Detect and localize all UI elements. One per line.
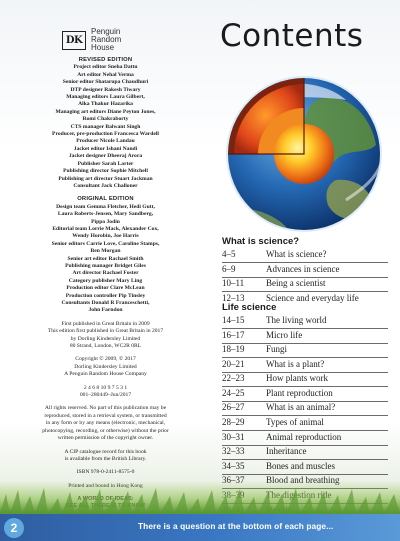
page-range: 6–9 [222, 263, 236, 274]
page-range: 24–25 [222, 387, 245, 398]
section-what-is-science [222, 236, 392, 305]
colophon-line: Jacket editor Ishani Nandi [73, 145, 138, 152]
grass-illustration [0, 480, 400, 514]
contents-entry [222, 461, 392, 473]
page-number-badge: 2 [4, 518, 24, 538]
colophon-line: Art director Rachael Foster [72, 270, 139, 277]
cip-notice [8, 449, 203, 464]
publisher-name-line: Random [91, 35, 122, 44]
publisher-name-line: Penguin [91, 27, 121, 36]
colophon-line: Editorial team Lorrie Mack, Alexander Cox, [52, 225, 159, 232]
contents-entry [222, 373, 392, 385]
revised-credits [8, 64, 203, 190]
page-range: 32–33 [222, 446, 245, 457]
publisher-name [91, 28, 121, 52]
contents-entry [222, 249, 392, 261]
page-range: 30–31 [222, 431, 245, 442]
entry-title: Micro life [266, 329, 303, 340]
isbn: ISBN 978-0-2411-8575-0 [76, 469, 135, 476]
colophon-line: Managing editors Laura Gilbert, [66, 94, 145, 101]
contents-entry [222, 388, 392, 400]
contents-entry [222, 446, 392, 458]
page-range: 28–29 [222, 417, 245, 428]
colophon-line: 80 Strand, London, WC2R 0RL [69, 343, 142, 350]
contents-entry [222, 264, 392, 276]
colophon-line: Publishing manager Bridget Giles [65, 262, 146, 269]
footer-bar [0, 514, 400, 541]
page-range: 16–17 [222, 329, 245, 340]
footer-note: There is a question at the bottom of each page... [138, 521, 334, 531]
colophon-line: Senior editor Shatarupa Chaudhuri [62, 79, 149, 86]
colophon-line: photocopying, recording, or otherwise) without the prior [42, 427, 169, 434]
revised-edition-heading: REVISED EDITION [78, 57, 133, 63]
contents-entry [222, 344, 392, 356]
colophon-line: DTP designer Rakesh Tiwary [70, 86, 141, 93]
entry-title: What is an animal? [266, 402, 336, 413]
colophon-line: Senior editors Carrie Love, Caroline Stamps, [51, 240, 160, 247]
colophon-line: 2 4 6 8 10 9 7 5 3 1 [83, 384, 128, 391]
contents-entry [222, 315, 392, 327]
publication-info [8, 321, 203, 351]
entry-title: What is a plant? [266, 358, 325, 369]
contents-entry [222, 330, 392, 342]
original-edition-heading: ORIGINAL EDITION [77, 196, 134, 203]
entry-title: Being a scientist [266, 278, 326, 289]
contents-entry [222, 417, 392, 429]
colophon-line: Production editor Clare McLean [66, 285, 145, 292]
colophon-line: reproduced, stored in a retrieval system, or transmitted [44, 412, 167, 419]
colophon-line: Producer Nicole Landau [76, 138, 135, 145]
colophon-line: Category publisher Mary Ling [68, 277, 143, 284]
section-title: What is science? [222, 236, 300, 247]
dk-logo-mark: DK [62, 31, 86, 50]
section-title: Life science [222, 302, 277, 313]
entry-title: Fungi [266, 344, 288, 355]
colophon-line: Managing art editors Diane Peyton Jones, [55, 108, 156, 115]
colophon-line: Publishing art director Stuart Jackman [58, 175, 153, 182]
colophon-line: is available from the British Library. [64, 455, 147, 462]
colophon-line: written permission of the copyright owner. [57, 435, 154, 442]
page-range: 22–23 [222, 373, 245, 384]
page-range: 26–27 [222, 402, 245, 413]
colophon-line: Pippa Jodin [91, 218, 120, 225]
page-range: 20–21 [222, 358, 245, 369]
colophon-line: CTS manager Balwant Singh [70, 123, 141, 130]
entry-title: How plants work [266, 373, 328, 384]
original-credits [8, 204, 203, 315]
colophon-line: Alka Thakur Hazarika [78, 101, 133, 108]
colophon-line: Production controller Pip Tinsley [65, 292, 146, 299]
entry-title: What is science? [266, 249, 327, 259]
page-range: 10–11 [222, 278, 245, 289]
colophon-line: A CIP catalogue record for this book [64, 448, 147, 455]
colophon-line: Ben Morgan [90, 248, 121, 255]
entry-title: Plant reproduction [266, 387, 333, 398]
entry-title: Inheritance [266, 446, 307, 457]
colophon-line: Copyright © 2009, © 2017 [75, 356, 136, 363]
colophon-line: Romi Chakraborty [82, 116, 129, 123]
contents-entry [222, 402, 392, 414]
colophon-line: Laura Roberts-Jensen, Mary Sandberg, [57, 211, 154, 218]
page-range: 12–13 [222, 292, 245, 303]
colophon-line: Producer, pre-production Francesca Wardell [52, 131, 159, 138]
entry-title: The living world [266, 315, 327, 325]
colophon-line: 001–280449–Jun/2017 [79, 392, 132, 399]
colophon-line: Senior art editor Rachael Smith [67, 255, 144, 262]
entry-title: Science and everyday life [266, 292, 359, 303]
rights-notice [8, 405, 203, 442]
contents-entry [222, 432, 392, 444]
colophon-line: John Farndon [88, 307, 123, 314]
copyright-info [8, 356, 203, 378]
entry-title: Animal reproduction [266, 431, 342, 442]
colophon [8, 57, 203, 510]
colophon-line: Publishing director Sophie Mitchell [63, 168, 148, 175]
colophon-line: Consultants Donald R Franceschetti, [61, 300, 150, 306]
colophon-line: by Dorling Kindersley Limited [70, 335, 141, 342]
contents-entry [222, 359, 392, 371]
earth-cutaway-illustration [196, 60, 386, 232]
colophon-line: Jacket designer Dheeraj Arora [68, 153, 143, 160]
print-line [8, 385, 203, 400]
entry-title: Types of animal [266, 417, 324, 428]
entry-title: Bones and muscles [266, 460, 335, 471]
colophon-line: First published in Great Britain in 2009 [61, 320, 150, 327]
colophon-line: Publisher Sarah Larter [77, 160, 134, 167]
contents-entry [222, 278, 392, 290]
publisher-name-line: House [91, 43, 115, 52]
publisher-logo [62, 28, 121, 52]
colophon-line: This edition first published in Great Britain in 2017 [47, 328, 164, 335]
colophon-line: All rights reserved. No part of this publication may be [44, 405, 167, 412]
page-range: 14–15 [222, 315, 245, 325]
colophon-line: in any form or by any means (electronic, mechanical, [45, 420, 166, 427]
colophon-line: Consultant Jack Challoner [73, 182, 138, 189]
page-range: 34–35 [222, 460, 245, 471]
colophon-line: Project editor Sneha Dattu [73, 64, 138, 71]
page-title: Contents [220, 18, 364, 54]
colophon-line: Art editor Nehal Verma [77, 71, 134, 78]
page-range: 18–19 [222, 344, 245, 355]
entry-title: Advances in science [266, 263, 340, 274]
colophon-line: Wendy Horobin, Joe Harris [72, 233, 139, 240]
page-range: 4–5 [222, 249, 236, 259]
colophon-line: Dorling Kindersley Limited [74, 363, 137, 370]
colophon-line: Design team Gemma Fletcher, Hedi Gutt, [56, 203, 155, 210]
colophon-line: A Penguin Random House Company [64, 371, 147, 378]
